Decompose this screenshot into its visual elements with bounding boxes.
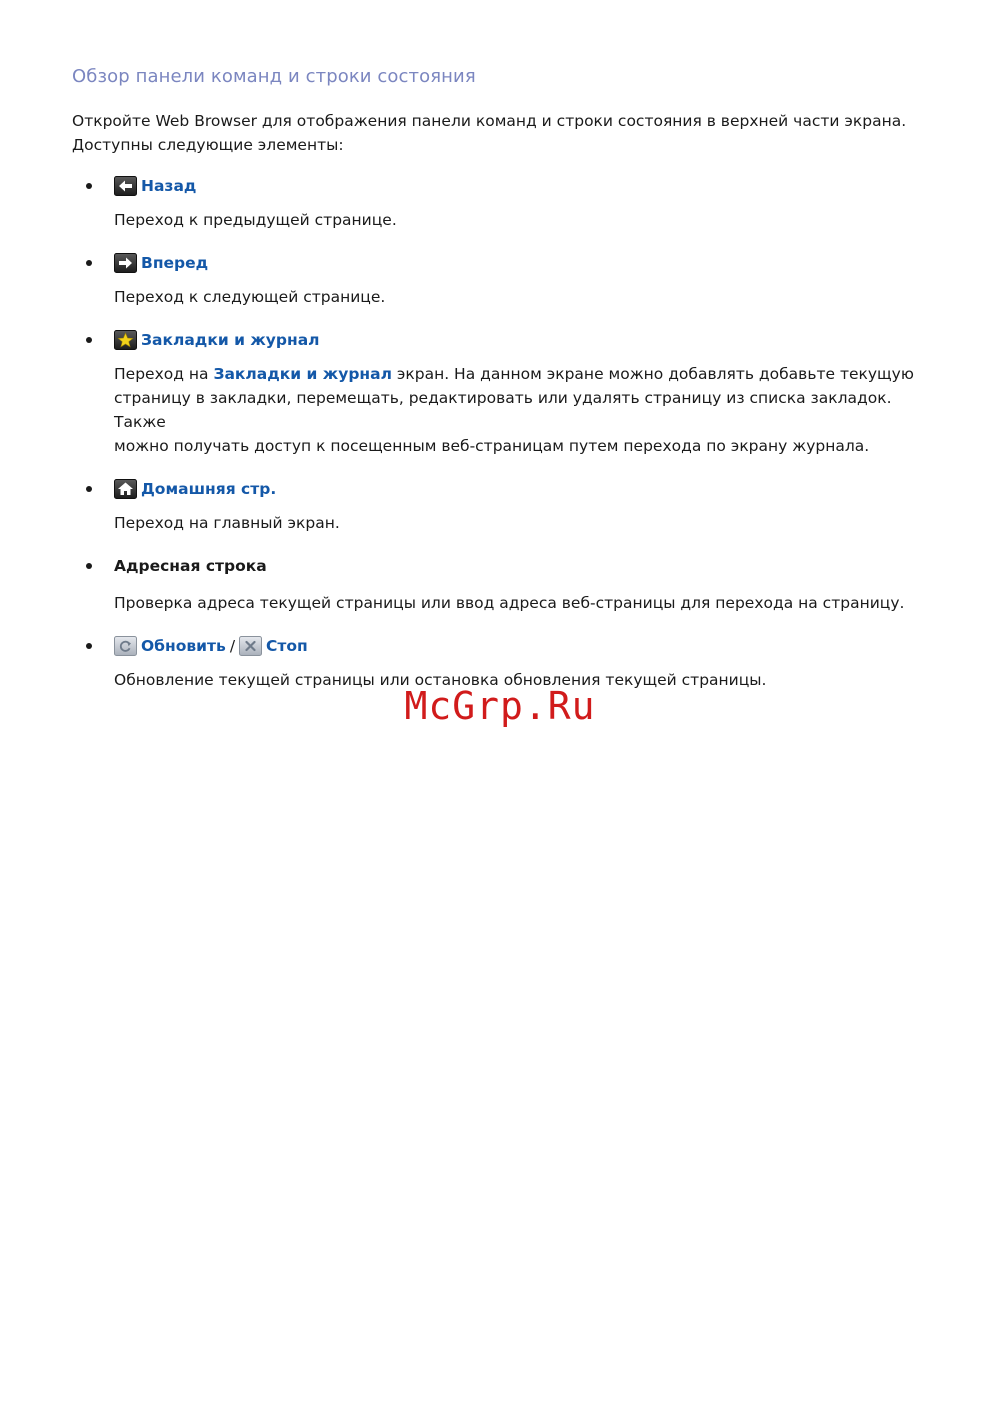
bookmarks-desc-prefix: Переход на [114, 365, 214, 383]
bookmarks-description [114, 362, 932, 458]
intro-line-2: Доступны следующие элементы: [72, 136, 344, 154]
bullet [86, 337, 92, 343]
bullet [86, 643, 92, 649]
section-title: Обзор панели команд и строки состояния [72, 66, 476, 87]
document-page [72, 66, 932, 708]
list-item-forward [72, 248, 932, 309]
bullet [86, 486, 92, 492]
bullet [86, 183, 92, 189]
refresh-stop-description: Обновление текущей страницы или остановка обновления текущей страницы. [114, 671, 767, 689]
watermark-text: McGrp.Ru [404, 684, 596, 728]
bullet [86, 563, 92, 569]
list-item-bookmarks [72, 325, 932, 458]
bookmarks-desc-line-1 [114, 362, 932, 386]
home-label[interactable]: Домашняя стр. [141, 480, 277, 498]
elements-list [72, 171, 932, 692]
list-item-home [72, 474, 932, 535]
item-heading [114, 551, 932, 581]
forward-description: Переход к следующей странице. [114, 288, 386, 306]
bookmarks-desc-line-3: можно получать доступ к посещенным веб-страницам путем перехода по экрану журнала. [114, 437, 870, 455]
item-heading [114, 631, 932, 661]
forward-label[interactable]: Вперед [141, 254, 209, 272]
star-icon [114, 330, 137, 350]
forward-arrow-icon [114, 253, 137, 273]
address-bar-description: Проверка адреса текущей страницы или ввод адреса веб-страницы для перехода на страницу. [114, 594, 905, 612]
refresh-label[interactable]: Обновить [141, 637, 226, 655]
back-label[interactable]: Назад [141, 177, 197, 195]
bullet [86, 260, 92, 266]
list-item-address-bar [72, 551, 932, 615]
list-item-back [72, 171, 932, 232]
item-heading [114, 171, 932, 201]
item-heading [114, 474, 932, 504]
intro-line-1: Откройте Web Browser для отображения панели команд и строки состояния в верхней части экрана. [72, 112, 907, 130]
bookmarks-inline-link[interactable]: Закладки и журнал [213, 365, 392, 383]
list-item-refresh-stop [72, 631, 932, 692]
back-arrow-icon [114, 176, 137, 196]
refresh-icon [114, 636, 137, 656]
bookmarks-label[interactable]: Закладки и журнал [141, 331, 320, 349]
address-bar-label: Адресная строка [114, 557, 267, 575]
back-description: Переход к предыдущей странице. [114, 211, 397, 229]
intro-paragraph [72, 109, 932, 157]
item-heading [114, 248, 932, 278]
bookmarks-desc-rest: экран. На данном экране можно добавлять добавьте текущую [391, 365, 914, 383]
item-heading [114, 325, 932, 355]
home-description: Переход на главный экран. [114, 514, 340, 532]
stop-label[interactable]: Стоп [266, 637, 308, 655]
bookmarks-desc-line-2: страницу в закладки, перемещать, редактировать или удалять страницу из списка закладок. Также [114, 389, 892, 431]
home-icon [114, 479, 137, 499]
stop-icon [239, 636, 262, 656]
separator-slash: / [229, 637, 236, 655]
